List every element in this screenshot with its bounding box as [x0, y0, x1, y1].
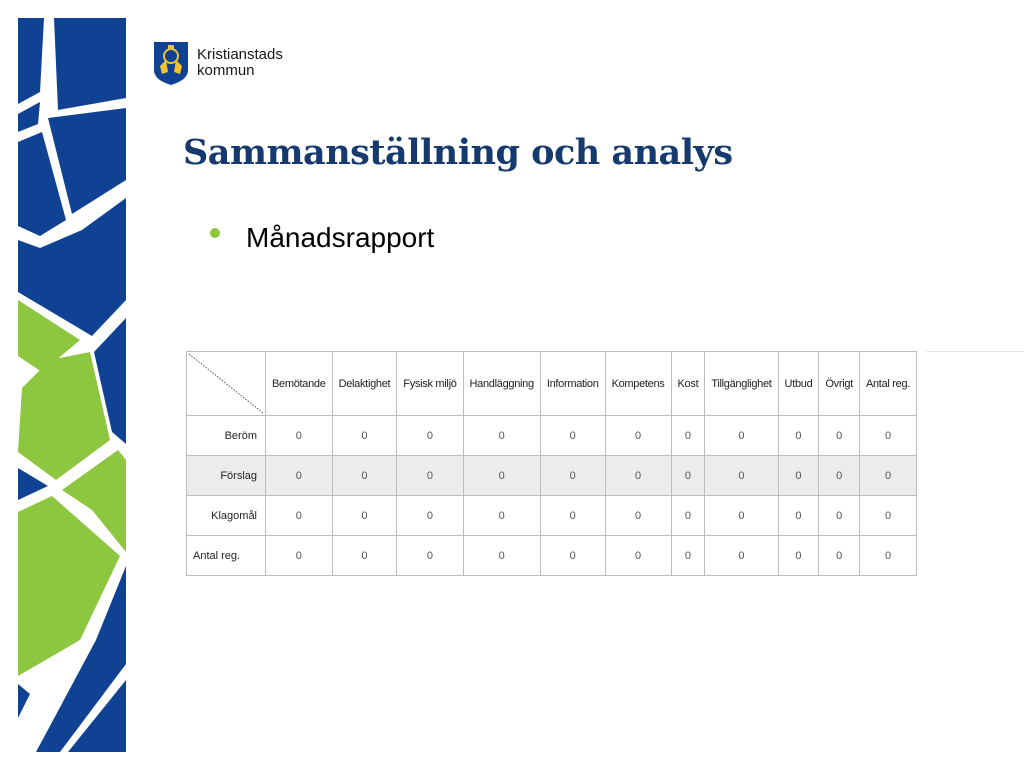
- table-cell: 0: [859, 456, 916, 496]
- table-cell: 0: [266, 456, 333, 496]
- logo-line-2: kommun: [197, 62, 255, 79]
- table-cell: 0: [778, 536, 819, 576]
- report-table-container: [186, 351, 917, 576]
- table-corner-cell: [187, 352, 266, 416]
- row-label: Klagomål: [187, 496, 266, 536]
- table-cell: 0: [705, 416, 778, 456]
- table-row: [187, 496, 917, 536]
- table-cell: 0: [605, 456, 671, 496]
- table-cell: 0: [397, 456, 463, 496]
- table-cell: 0: [778, 456, 819, 496]
- logo-wordmark: [197, 47, 283, 79]
- column-header: Utbud: [778, 352, 819, 416]
- table-cell: 0: [705, 496, 778, 536]
- column-header: Antal reg.: [859, 352, 916, 416]
- table-cell: 0: [671, 416, 705, 456]
- table-row: [187, 456, 917, 496]
- table-cell: 0: [397, 416, 463, 456]
- table-cell: 0: [705, 536, 778, 576]
- table-cell: 0: [859, 416, 916, 456]
- table-cell: 0: [671, 456, 705, 496]
- table-cell: 0: [671, 496, 705, 536]
- column-header: Bemötande: [266, 352, 333, 416]
- table-cell: 0: [778, 496, 819, 536]
- decorative-mosaic: [0, 0, 140, 768]
- table-cell: 0: [266, 416, 333, 456]
- table-cell: 0: [266, 496, 333, 536]
- column-header: Fysisk miljö: [397, 352, 463, 416]
- column-header: Kost: [671, 352, 705, 416]
- table-cell: 0: [540, 416, 605, 456]
- row-label: Antal reg.: [187, 536, 266, 576]
- coat-of-arms-icon: [152, 40, 190, 86]
- column-header: Handläggning: [463, 352, 540, 416]
- table-row: [187, 536, 917, 576]
- table-cell: 0: [605, 496, 671, 536]
- column-header: Övrigt: [819, 352, 860, 416]
- column-header: Information: [540, 352, 605, 416]
- column-header: Tillgänglighet: [705, 352, 778, 416]
- report-table: [186, 351, 917, 576]
- table-cell: 0: [397, 536, 463, 576]
- logo-line-1: Kristianstads: [197, 46, 283, 63]
- row-label: Förslag: [187, 456, 266, 496]
- table-cell: 0: [671, 536, 705, 576]
- table-cell: 0: [859, 496, 916, 536]
- table-cell: 0: [463, 456, 540, 496]
- table-cell: 0: [540, 536, 605, 576]
- table-cell: 0: [463, 416, 540, 456]
- table-cell: 0: [463, 496, 540, 536]
- divider-line: [926, 351, 1024, 352]
- diagonal-divider: [187, 352, 265, 415]
- table-cell: 0: [778, 416, 819, 456]
- table-cell: 0: [819, 456, 860, 496]
- table-cell: 0: [819, 496, 860, 536]
- table-cell: 0: [859, 536, 916, 576]
- table-row: [187, 416, 917, 456]
- table-cell: 0: [463, 536, 540, 576]
- table-cell: 0: [540, 496, 605, 536]
- table-cell: 0: [266, 536, 333, 576]
- table-header-row: [187, 352, 917, 416]
- bullet-dot-icon: [210, 228, 220, 238]
- table-cell: 0: [819, 536, 860, 576]
- table-cell: 0: [819, 416, 860, 456]
- table-cell: 0: [605, 536, 671, 576]
- table-cell: 0: [605, 416, 671, 456]
- table-cell: 0: [540, 456, 605, 496]
- table-cell: 0: [332, 536, 397, 576]
- table-cell: 0: [332, 456, 397, 496]
- table-cell: 0: [332, 496, 397, 536]
- table-cell: 0: [332, 416, 397, 456]
- column-header: Delaktighet: [332, 352, 397, 416]
- row-label: Beröm: [187, 416, 266, 456]
- bullet-item: [210, 222, 434, 254]
- slide-title: Sammanställning och analys: [183, 132, 733, 173]
- table-cell: 0: [397, 496, 463, 536]
- bullet-text: Månadsrapport: [246, 222, 435, 253]
- municipality-logo: [152, 40, 283, 86]
- column-header: Kompetens: [605, 352, 671, 416]
- table-cell: 0: [705, 456, 778, 496]
